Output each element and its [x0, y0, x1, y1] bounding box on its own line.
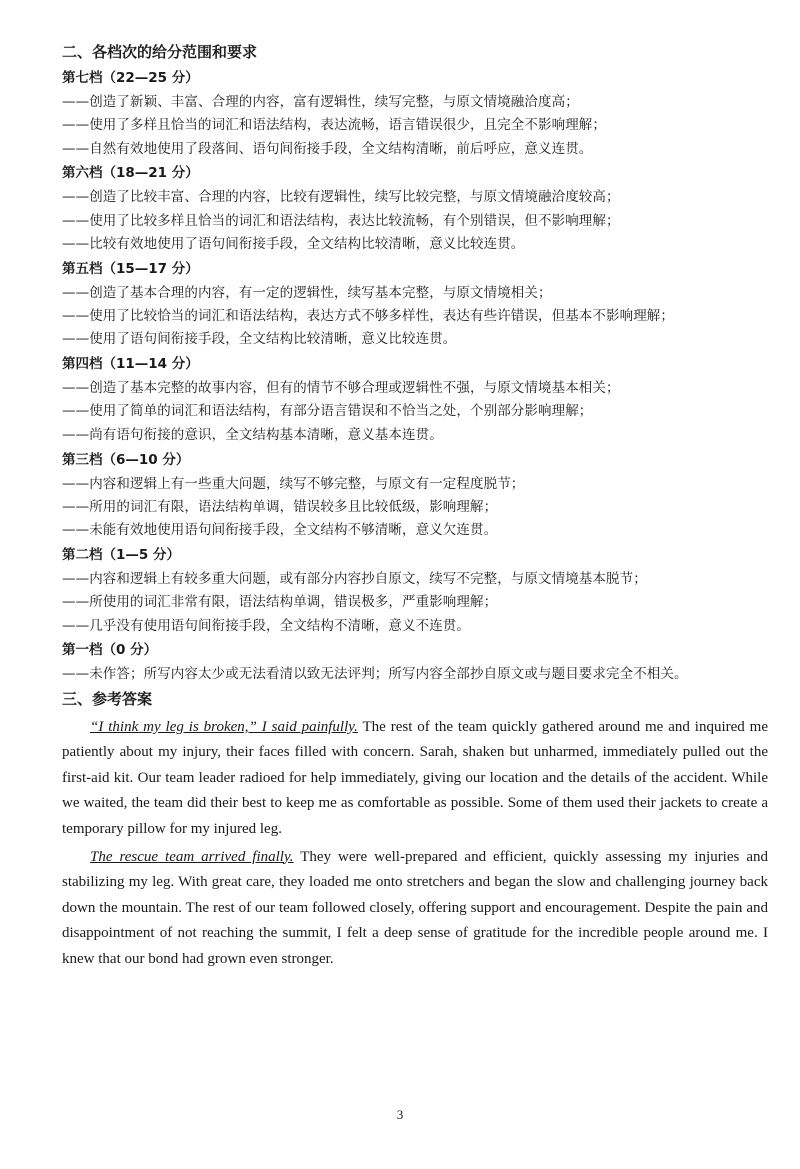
grade-title: 第一档（0 分） [62, 642, 158, 659]
paragraph-body: The rest of the team quickly gathered around me and inquired me patiently about my injury, their faces filled with concern. Sarah, shaken but unharmed, immediately pulled out the first-aid kit. Our team leader radioed for help immediately, giving our location and the details of the accident. While we waited, the team did their best to keep me as comfortable as possible. Some of them used their jackets to create a temporary pillow for my injured leg. [62, 718, 768, 838]
criterion: ——使用了简单的词汇和语法结构，有部分语言错误和不恰当之处，个别部分影响理解； [62, 403, 593, 420]
criterion: ——未作答；所写内容太少或无法看清以致无法评判；所写内容全部抄自原文或与题目要求完全不相关。 [62, 666, 688, 683]
answer-paragraph [62, 715, 768, 843]
section-3-title: 三、参考答案 [62, 689, 153, 708]
criterion: ——自然有效地使用了段落间、语句间衔接手段，全文结构清晰，前后呼应，意义连贯。 [62, 140, 593, 157]
criterion: ——所使用的词汇非常有限，语法结构单调，错误极多，严重影响理解； [62, 594, 498, 611]
criterion: ——未能有效地使用语句间衔接手段，全文结构不够清晰，意义欠连贯。 [62, 522, 498, 539]
criterion: ——使用了比较多样且恰当的词汇和语法结构，表达比较流畅，有个别错误，但不影响理解； [62, 212, 620, 229]
grade-title: 第三档（6—10 分） [62, 451, 190, 468]
grade-level-1 [62, 640, 768, 684]
criterion: ——尚有语句衔接的意识，全文结构基本清晰，意义基本连贯。 [62, 426, 443, 443]
criterion: ——所用的词汇有限，语法结构单调，错误较多且比较低级，影响理解； [62, 498, 498, 515]
section-2-title: 二、各档次的给分范围和要求 [62, 43, 258, 61]
criterion: ——使用了多样且恰当的词汇和语法结构，表达流畅，语言错误很少，且完全不影响理解； [62, 117, 606, 134]
criterion: ——创造了新颖、丰富、合理的内容，富有逻辑性，续写完整，与原文情境融洽度高； [62, 94, 579, 110]
grade-level-6 [62, 163, 768, 253]
grade-title: 第五档（15—17 分） [62, 260, 199, 277]
criterion: ——几乎没有使用语句间衔接手段，全文结构不清晰，意义不连贯。 [62, 617, 470, 634]
criterion: ——内容和逻辑上有一些重大问题，续写不够完整，与原文有一定程度脱节； [62, 475, 525, 492]
criterion: ——内容和逻辑上有较多重大问题，或有部分内容抄自原文，续写不完整，与原文情境基本脱节； [62, 570, 647, 587]
grade-level-7 [62, 68, 768, 158]
grade-level-4 [62, 354, 768, 444]
grade-title: 第二档（1—5 分） [62, 546, 180, 563]
criterion: ——使用了比较恰当的词汇和语法结构，表达方式不够多样性，表达有些许错误，但基本不影响理解； [62, 308, 674, 325]
paragraph-body: They were well-prepared and efficient, quickly assessing my injuries and stabilizing my leg. With great care, they loaded me onto stretchers and began the slow and challenging journey back down the mountain. The rest of our team followed closely, offering support and encouragement. Despite the pain and disappointment of not reaching the summit, I felt a deep sense of gratitude for the incredible people around me. I knew that our bond had grown even stronger. [62, 848, 768, 967]
reference-answer [62, 715, 768, 973]
criterion: ——使用了语句间衔接手段，全文结构比较清晰，意义比较连贯。 [62, 331, 457, 348]
grade-level-3 [62, 450, 768, 540]
criterion: ——创造了基本完整的故事内容，但有的情节不够合理或逻辑性不强，与原文情境基本相关； [62, 380, 620, 397]
grade-title: 第七档（22—25 分） [62, 70, 199, 86]
grade-title: 第六档（18—21 分） [62, 165, 199, 182]
criterion: ——比较有效地使用了语句间衔接手段，全文结构比较清晰，意义比较连贯。 [62, 235, 525, 252]
answer-paragraph [62, 845, 768, 973]
grade-level-2 [62, 545, 768, 635]
paragraph-lead-sentence: “I think my leg is broken,” I said painfully. [90, 718, 358, 735]
criterion: ——创造了比较丰富、合理的内容，比较有逻辑性，续写比较完整，与原文情境融洽度较高； [62, 189, 620, 206]
grade-level-5 [62, 259, 768, 349]
criterion: ——创造了基本合理的内容，有一定的逻辑性，续写基本完整，与原文情境相关； [62, 284, 552, 301]
grade-title: 第四档（11—14 分） [62, 356, 199, 373]
document-page [62, 42, 768, 975]
page-number: 3 [396, 1107, 404, 1122]
paragraph-lead-sentence: The rescue team arrived finally. [90, 848, 294, 865]
